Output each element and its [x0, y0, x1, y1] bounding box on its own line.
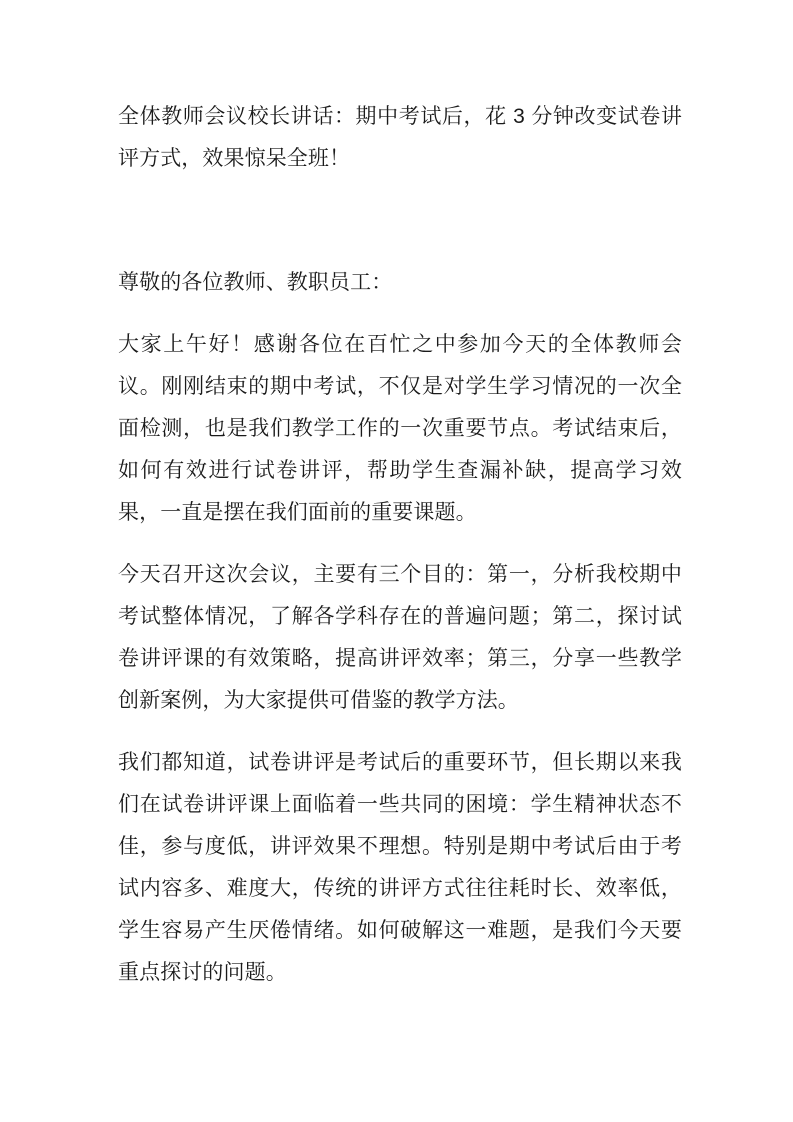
- body-paragraph-2: 今天召开这次会议，主要有三个目的：第一，分析我校期中考试整体情况，了解各学科存在的普遍问题；第二，探讨试卷讲评课的有效策略，提高讲评效率；第三，分享一些教学创新案例，为大家提供可借鉴的教学方法。: [118, 563, 682, 712]
- document-body: [118, 96, 682, 994]
- salutation: 尊敬的各位教师、教职员工：: [118, 271, 393, 294]
- document-title: 全体教师会议校长讲话：期中考试后，花 3 分钟改变试卷讲评方式，效果惊呆全班！: [118, 105, 682, 170]
- blank-line: [118, 200, 682, 242]
- body-paragraph-3: 我们都知道，试卷讲评是考试后的重要环节，但长期以来我们在试卷讲评课上面临着一些共同的困境：学生精神状态不佳，参与度低，讲评效果不理想。特别是期中考试后由于考试内容多、难度大，传统的讲评方式往往耗时长、效率低，学生容易产生厌倦情绪。如何破解这一难题，是我们今天要重点探讨的问题。: [118, 751, 682, 984]
- body-paragraph-1: 大家上午好！感谢各位在百忙之中参加今天的全体教师会议。刚刚结束的期中考试，不仅是对学生学习情况的一次全面检测，也是我们教学工作的一次重要节点。考试结束后，如何有效进行试卷讲评，帮助学生查漏补缺，提高学习效果，一直是摆在我们面前的重要课题。: [118, 333, 682, 524]
